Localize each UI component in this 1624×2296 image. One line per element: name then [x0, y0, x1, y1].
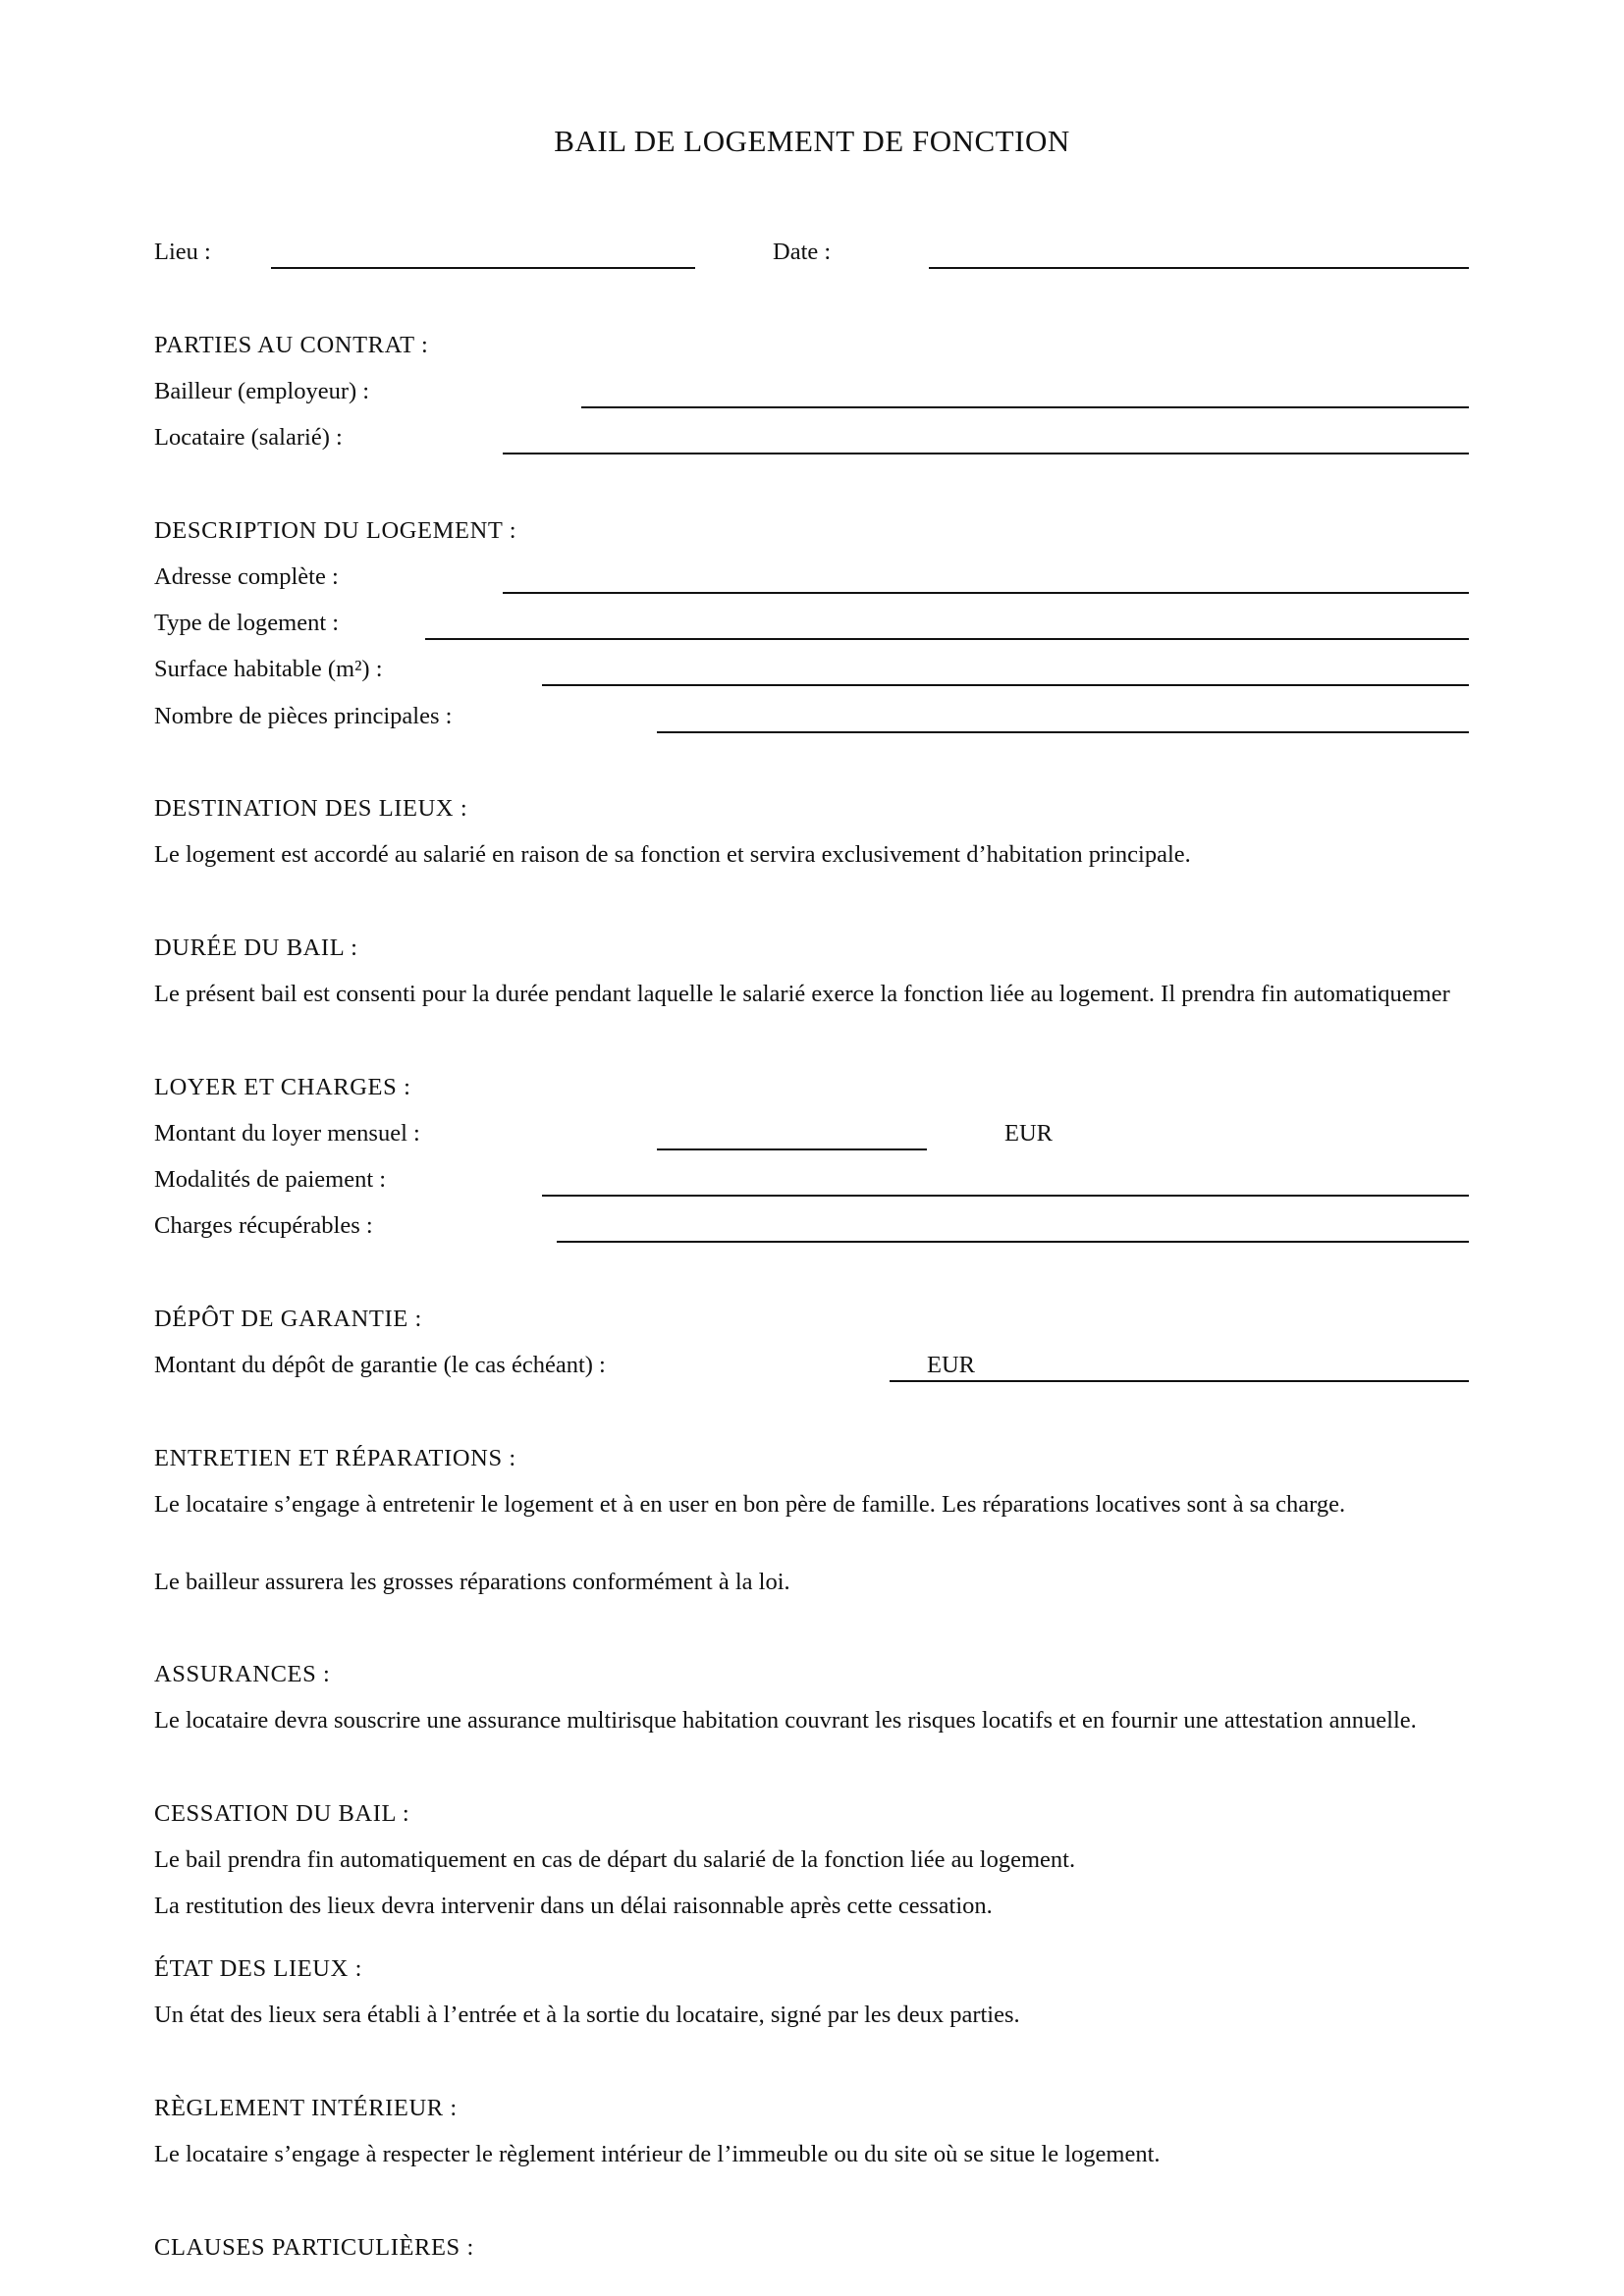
loyer-montant-field[interactable]: [657, 1148, 927, 1150]
entretien-text-2: Le bailleur assurera les grosses réparations conformément à la loi.: [154, 1569, 790, 1595]
modalites-field[interactable]: [542, 1195, 1469, 1197]
section-heading-etat: ÉTAT DES LIEUX :: [154, 1955, 363, 1982]
etat-text: Un état des lieux sera établi à l’entrée et à la sortie du locataire, signé par les deux parties.: [154, 2002, 1020, 2028]
lieu-field[interactable]: [271, 267, 695, 269]
pieces-field[interactable]: [657, 731, 1469, 733]
loyer-currency: EUR: [1004, 1120, 1053, 1147]
charges-field[interactable]: [557, 1241, 1469, 1243]
charges-label: Charges récupérables :: [154, 1212, 373, 1239]
section-heading-description: DESCRIPTION DU LOGEMENT :: [154, 517, 517, 544]
surface-field[interactable]: [542, 684, 1469, 686]
entretien-text-1: Le locataire s’engage à entretenir le logement et à en user en bon père de famille. Les réparations locatives sont à sa charge.: [154, 1491, 1346, 1518]
depot-currency: EUR: [927, 1352, 975, 1378]
section-heading-loyer: LOYER ET CHARGES :: [154, 1074, 411, 1100]
reglement-text: Le locataire s’engage à respecter le règlement intérieur de l’immeuble ou du site où se situe le logement.: [154, 2141, 1161, 2167]
date-field[interactable]: [929, 267, 1469, 269]
document-title: BAIL DE LOGEMENT DE FONCTION: [554, 124, 1070, 158]
section-heading-reglement: RÈGLEMENT INTÉRIEUR :: [154, 2095, 458, 2121]
cessation-text-1: Le bail prendra fin automatiquement en cas de départ du salarié de la fonction liée au logement.: [154, 1846, 1076, 1873]
depot-montant-field[interactable]: [890, 1380, 1469, 1382]
date-label: Date :: [773, 239, 832, 265]
duree-text: Le présent bail est consenti pour la durée pendant laquelle le salarié exerce la fonction liée au logement. Il prendra fin automatiquemer: [154, 983, 1450, 1007]
locataire-field[interactable]: [503, 453, 1469, 454]
bailleur-label: Bailleur (employeur) :: [154, 378, 370, 404]
section-heading-parties: PARTIES AU CONTRAT :: [154, 332, 429, 358]
depot-montant-label: Montant du dépôt de garantie (le cas échéant) :: [154, 1352, 606, 1378]
adresse-field[interactable]: [503, 592, 1469, 594]
adresse-label: Adresse complète :: [154, 563, 339, 590]
section-heading-entretien: ENTRETIEN ET RÉPARATIONS :: [154, 1445, 516, 1471]
modalites-label: Modalités de paiement :: [154, 1166, 387, 1193]
loyer-montant-label: Montant du loyer mensuel :: [154, 1120, 420, 1147]
section-heading-assurances: ASSURANCES :: [154, 1661, 331, 1687]
section-heading-clauses: CLAUSES PARTICULIÈRES :: [154, 2234, 474, 2261]
section-heading-destination: DESTINATION DES LIEUX :: [154, 795, 468, 822]
cessation-text-2: La restitution des lieux devra intervenir dans un délai raisonnable après cette cessation.: [154, 1893, 993, 1919]
lieu-label: Lieu :: [154, 239, 211, 265]
type-field[interactable]: [425, 638, 1469, 640]
assurances-text: Le locataire devra souscrire une assurance multirisque habitation couvrant les risques locatifs et en fournir une attestation annuelle.: [154, 1707, 1417, 1734]
locataire-label: Locataire (salarié) :: [154, 424, 343, 451]
section-heading-duree: DURÉE DU BAIL :: [154, 934, 358, 961]
section-heading-cessation: CESSATION DU BAIL :: [154, 1800, 410, 1827]
destination-text: Le logement est accordé au salarié en raison de sa fonction et servira exclusivement d’habitation principale.: [154, 841, 1191, 868]
bailleur-field[interactable]: [581, 406, 1469, 408]
pieces-label: Nombre de pièces principales :: [154, 703, 453, 729]
type-label: Type de logement :: [154, 610, 340, 636]
section-heading-depot: DÉPÔT DE GARANTIE :: [154, 1306, 422, 1332]
surface-label: Surface habitable (m²) :: [154, 656, 383, 682]
